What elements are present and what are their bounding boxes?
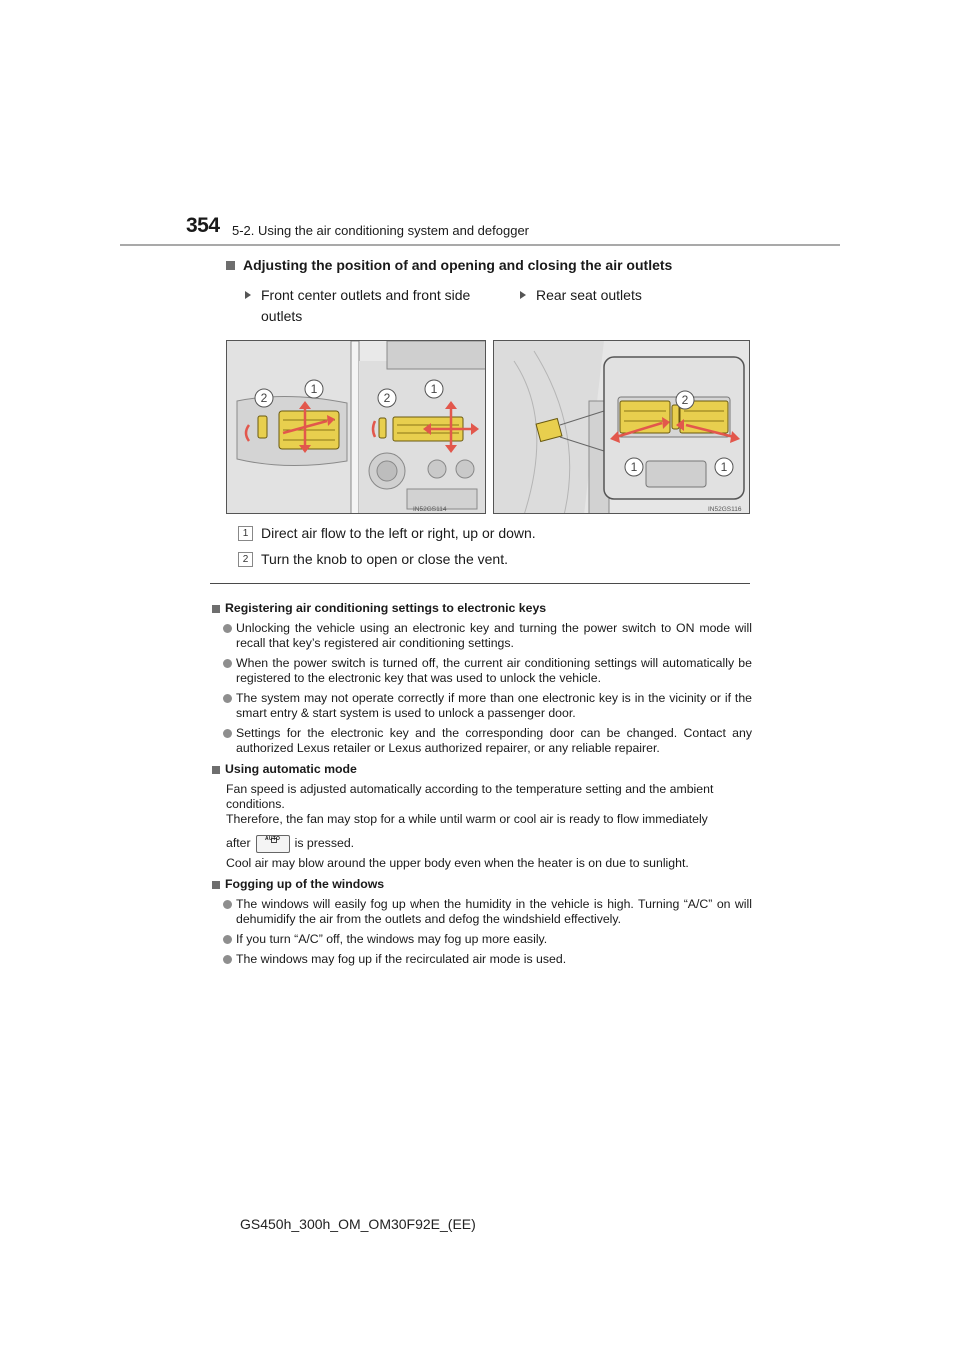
note-heading (212, 762, 752, 777)
list-item-text: If you turn “A/C” off, the windows may fog up more easily. (236, 932, 548, 946)
legend-text: Turn the knob to open or close the vent. (261, 551, 508, 567)
section-heading-text: Adjusting the position of and opening and closing the air outlets (243, 257, 673, 273)
paragraph (212, 831, 752, 855)
note-heading-text: Registering air conditioning settings to electronic keys (225, 601, 547, 615)
note-heading-text: Fogging up of the windows (225, 877, 385, 891)
section-title: 5-2. Using the air conditioning system and defogger (232, 223, 530, 238)
paragraph-text: is pressed. (294, 836, 355, 850)
list-item-text: When the power switch is turned off, the current air conditioning settings will automatically be registered to the electronic key that was used to unlock the vehicle. (236, 656, 752, 685)
legend-number: 1 (238, 526, 253, 541)
header-divider (120, 244, 840, 246)
page-number: 354 (186, 214, 220, 237)
list-item (212, 726, 752, 756)
callout-1: 1 (630, 460, 638, 474)
callout-2: 2 (681, 393, 689, 407)
square-bullet-icon (212, 881, 220, 889)
list-item (212, 656, 752, 686)
paragraph-text: after (226, 836, 251, 850)
list-item (212, 932, 752, 947)
section-heading (226, 257, 672, 273)
bullet-icon (223, 659, 232, 668)
callout-1: 1 (430, 382, 438, 396)
list-item-text: The windows will easily fog up when the humidity in the vehicle is high. Turning “A/C” on will dehumidify the air from the outlets and defog the windshield effectively. (236, 897, 752, 926)
paragraph: Cool air may blow around the upper body even when the heater is on due to sunlight. (226, 856, 689, 870)
subheading-rear-text: Rear seat outlets (536, 287, 642, 303)
list-item-text: The system may not operate correctly if more than one electronic key is in the vicinity or if the smart entry & start system is used to unlock a passenger door. (236, 691, 752, 720)
legend-item-2 (238, 551, 508, 567)
list-item (212, 897, 752, 927)
paragraph: Therefore, the fan may stop for a while until warm or cool air is ready to flow immediately (226, 812, 708, 826)
footer-code: GS450h_300h_OM_OM30F92E_(EE) (240, 1216, 476, 1232)
list-item (212, 691, 752, 721)
subheading-front-outlets (245, 285, 495, 327)
bullet-icon (223, 729, 232, 738)
square-bullet-icon (212, 605, 220, 613)
callout-2: 2 (260, 391, 268, 405)
notes-section (212, 595, 752, 967)
bullet-icon (223, 694, 232, 703)
list-item (212, 621, 752, 651)
paragraph: Fan speed is adjusted automatically according to the temperature setting and the ambient conditions. (226, 782, 714, 811)
note-heading (212, 601, 752, 616)
bullet-icon (223, 955, 232, 964)
figure-code: IN52GS114 (413, 506, 447, 513)
legend-text: Direct air flow to the left or right, up or down. (261, 525, 536, 541)
notes-divider (210, 583, 750, 584)
triangle-bullet-icon (520, 291, 526, 299)
bullet-icon (223, 935, 232, 944)
legend-number: 2 (238, 552, 253, 567)
callout-2: 2 (383, 391, 391, 405)
rear-outlets-illustration (493, 340, 750, 514)
auto-button-label: AUTO (264, 835, 281, 842)
note-heading-text: Using automatic mode (225, 762, 357, 776)
callout-1: 1 (310, 382, 318, 396)
list-item-text: The windows may fog up if the recirculated air mode is used. (236, 952, 567, 966)
triangle-bullet-icon (245, 291, 251, 299)
list-item-text: Settings for the electronic key and the corresponding door can be changed. Contact any authorized Lexus retailer or Lexus authorized repairer, or any reliable repairer. (236, 726, 752, 755)
figure-code: IN52GS116 (708, 506, 742, 513)
square-bullet-icon (212, 766, 220, 774)
auto-button-icon (256, 835, 290, 853)
bullet-icon (223, 624, 232, 633)
subheading-rear-outlets (520, 285, 740, 306)
front-outlets-illustration (226, 340, 486, 514)
callout-1: 1 (720, 460, 728, 474)
bullet-icon (223, 900, 232, 909)
subheading-front-text: Front center outlets and front side outlets (261, 287, 471, 324)
square-bullet-icon (226, 261, 235, 270)
note-heading (212, 877, 752, 892)
legend-item-1 (238, 525, 536, 541)
list-item (212, 952, 752, 967)
list-item-text: Unlocking the vehicle using an electronic key and turning the power switch to ON mode will recall that key’s registered air conditioning settings. (236, 621, 752, 650)
